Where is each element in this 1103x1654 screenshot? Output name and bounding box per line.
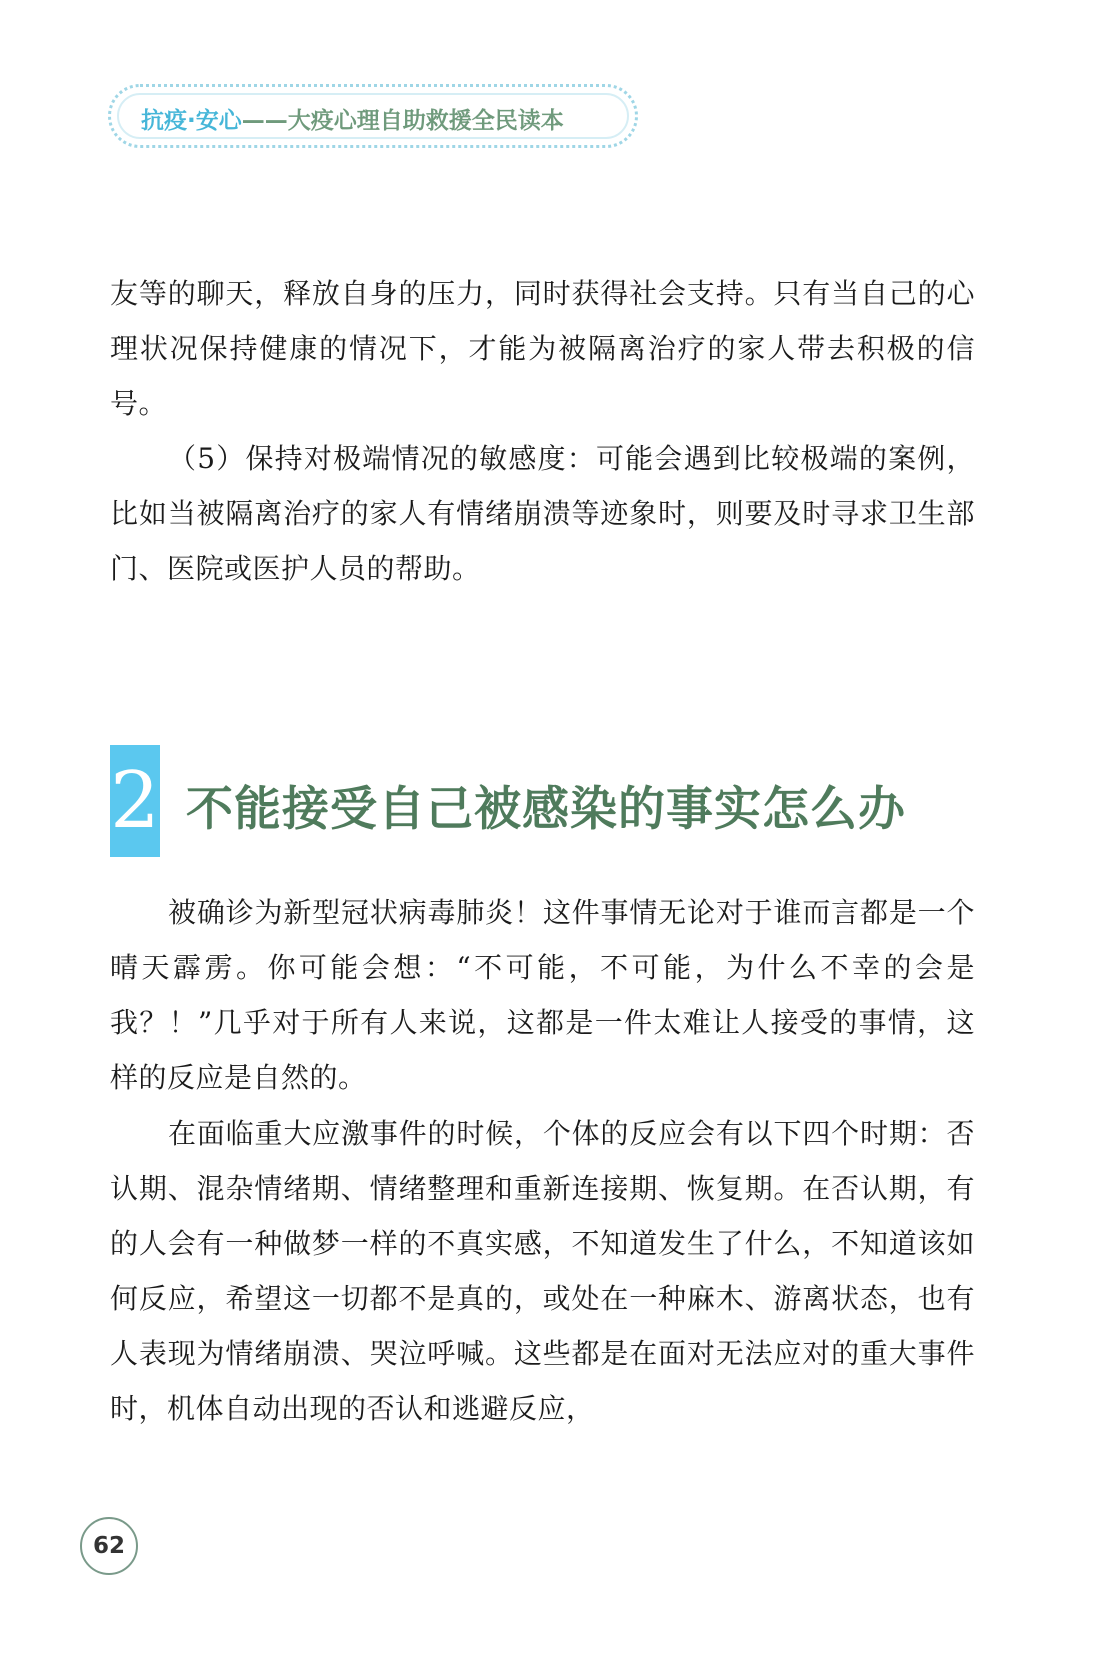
header-accent-text: 抗疫·安心 bbox=[141, 108, 242, 134]
section-number: 2 bbox=[110, 756, 160, 846]
header-main-text: ——大疫心理自助救援全民读本 bbox=[241, 108, 564, 134]
paragraph-item-5: （5）保持对极端情况的敏感度：可能会遇到比较极端的案例，比如当被隔离治疗的家人有情绪崩溃等迹象时，则要及时寻求卫生部门、医院或医护人员的帮助。 bbox=[110, 442, 975, 585]
page-number-badge bbox=[80, 1517, 138, 1575]
page-number: 62 bbox=[92, 1533, 125, 1559]
running-header-text bbox=[141, 102, 564, 135]
paragraph-continuation: 友等的聊天，释放自身的压力，同时获得社会支持。只有当自己的心理状况保持健康的情况下，才能为被隔离治疗的家人带去积极的信号。 bbox=[110, 277, 975, 420]
paragraph-diagnosis: 被确诊为新型冠状病毒肺炎！这件事情无论对于谁而言都是一个晴天霹雳。你可能会想：“不可能，不可能，为什么不幸的会是我？！”几乎对于所有人来说，这都是一件太难让人接受的事情，这样的反应是自然的。 bbox=[110, 896, 975, 1094]
section-number-box bbox=[110, 745, 160, 857]
paragraph-stress-stages: 在面临重大应激事件的时候，个体的反应会有以下四个时期：否认期、混杂情绪期、情绪整理和重新连接期、恢复期。在否认期，有的人会有一种做梦一样的不真实感，不知道发生了什么，不知道该如何反应，希望这一切都不是真的，或处在一种麻木、游离状态，也有人表现为情绪崩溃、哭泣呼喊。这些都是在面对无法应对的重大事件时，机体自动出现的否认和逃避反应， bbox=[110, 1117, 975, 1425]
running-header bbox=[108, 84, 638, 148]
section-title: 不能接受自己被感染的事实怎么办 bbox=[186, 782, 906, 837]
